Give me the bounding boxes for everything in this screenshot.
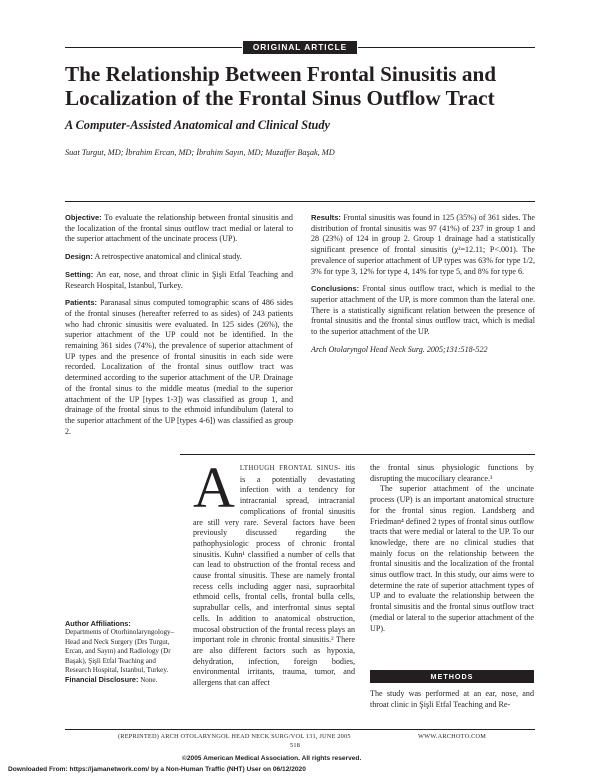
body-column-1 — [193, 455, 355, 689]
download-notice: Downloaded From: https://jamanetwork.com/ by a Non-Human Traffic (NHT) User on 06/12/2020 — [8, 766, 306, 773]
abstract-objective — [65, 213, 293, 245]
abstract-top-rule — [65, 201, 535, 202]
abstract-conclusions — [311, 284, 535, 338]
header-rule-right — [358, 47, 535, 48]
conclusions-label: Conclusions: — [311, 284, 360, 294]
col2-paragraph-1: the frontal sinus physiologic functions by disrupting the mucociliary clearance.³ — [370, 463, 534, 483]
col2-paragraph-2: The superior attachment of the uncinate process (UP) is an important anatomical structure for the frontal sinus region. Landsberg and Friedman⁴ defined 2 types of frontal sinus outflow tracts that were medial or lateral to the UP. To our knowledge, there are no clinical studies that mainly focus on the relationship between the frontal sinusitis and the localization of the frontal sinus outflow tract. In this study, our aims were to determine the rate of superior attachment types of UP and to evaluate the relationship between the frontal sinusitis and the frontal sinus outflow tract (medial or lateral to the superior attachment of the UP). — [370, 484, 534, 633]
objective-text: To evaluate the relationship between frontal sinusitis and the localization of the frontal sinus outflow tract medial or lateral to the superior attachment of the uncinate process (UP). — [65, 213, 293, 244]
design-label: Design: — [65, 252, 93, 262]
methods-heading: METHODS — [370, 670, 534, 683]
copyright-notice: ©2005 American Medical Association. All rights reserved. — [182, 755, 362, 762]
methods-text: The study was performed at an ear, nose, and throat clinic in Şişli Etfal Teaching and Re- — [370, 689, 534, 709]
article-title: The Relationship Between Frontal Sinusitis and Localization of the Frontal Sinus Outflow Tract — [65, 62, 497, 110]
design-text: A retrospective anatomical and clinical study. — [94, 252, 242, 262]
page-number: 518 — [290, 742, 301, 749]
setting-label: Setting: — [65, 269, 94, 279]
abstract-left-column — [65, 213, 293, 444]
abstract-right-column — [311, 213, 535, 362]
results-label: Results: — [311, 213, 341, 222]
abstract-design — [65, 252, 293, 263]
financial-disclosure — [65, 675, 177, 685]
abstract-patients — [65, 298, 293, 437]
results-text: Frontal sinusitis was found in 125 (35%) of 361 sides. The distribution of frontal sinusitis was 97 (41%) of 237 in group 1 and 28 (23%) of 124 in group 2. Group 1 drainage had a statistically significant presence of frontal sinusitis (χ²=12.11; P<.001). The prevalence of superior attachment of UP types was 63% for type 1/2, 3% for type 3, 12% for type 4, 14% for type 5, and 8% for type 6. — [311, 213, 535, 276]
disclosure-label: Financial Disclosure: — [65, 675, 139, 685]
author-list: Suat Turgut, MD; İbrahim Ercan, MD; İbrahim Sayın, MD; Muzaffer Başak, MD — [65, 148, 335, 157]
setting-text: An ear, nose, and throat clinic in Şişli Etfal Teaching and Research Hospital, Istanbul, Turkey. — [65, 269, 293, 290]
disclosure-text: None. — [140, 676, 158, 685]
patients-text: Paranasal sinus computed tomographic scans of 486 sides of the frontal sinuses (hereafter referred to as sides) of 243 patients who had chronic sinusitis were evaluated. In 125 sides (26%), the superior attachment of the UP could not be identified. In the remaining 361 sides (74%), the prevalence of superior attachment of UP types and the presence of frontal sinusitis in each side were recorded. Localization of the frontal sinus outflow tract was determined according to the superior attachment of the UP. Drainage of the frontal sinus to the middle meatus (medial to the superior attachment of the UP [types 1-3]) was classified as group 1, and drainage of the frontal sinus to the ethmoid infundibulum (lateral to the superior attachment of the UP [types 4-6]) was classified as group 2. — [65, 298, 293, 436]
intro-paragraph — [193, 455, 355, 689]
affiliations-heading: Author Affiliations: — [65, 619, 131, 628]
lead-in: LTHOUGH FRONTAL SINUS- — [239, 465, 341, 472]
abstract-citation: Arch Otolaryngol Head Neck Surg. 2005;131:518-522 — [311, 344, 488, 354]
drop-cap: A — [193, 455, 235, 520]
section-badge: ORIGINAL ARTICLE — [243, 41, 357, 54]
intro-text: itis is a potentially devastating infection with a tendency for intracranial spread, intracranial complications of frontal sinusitis are still very rare. Several factors have been previously discussed regarding the pathophysiologic process of chronic frontal sinusitis. Kuhn¹ classified a number of cells that can lead to obstruction of the frontal recess and cause frontal sinusitis. These are namely frontal recess cells including agger nasi, supraorbital ethmoid cells, frontal cells, frontal bulla cells, suprabullar cells, and interfrontal sinus septal cells. In addition to anatomical obstruction, mucosal obstruction of the frontal recess plays an important role in chronic frontal sinusitis.² There are also different factors such as hypoxia, dehydration, infection, foreign bodies, environmental irritants, trauma, tumor, and allergens that can affect — [193, 463, 355, 688]
abstract-results — [311, 213, 535, 277]
conclusions-text: Frontal sinus outflow tract, which is medial to the superior attachment of the UP, is more common than the lateral one. There is a statistically significant relation between the presence of frontal sinusitis and the frontal sinus outflow tract, which is medial to the superior attachment of the UP. — [311, 284, 535, 337]
header-rule-left — [65, 47, 242, 48]
patients-label: Patients: — [65, 298, 98, 308]
footer-journal-line: (REPRINTED) ARCH OTOLARYNGOL HEAD NECK SURG/VOL 131, JUNE 2005 — [118, 733, 351, 740]
abstract-setting — [65, 270, 293, 291]
article-subtitle: A Computer-Assisted Anatomical and Clinical Study — [65, 118, 331, 132]
affiliations-text: Departments of Otorhinolaryngology–Head and Neck Surgery (Drs Turgut, Ercan, and Sayın) and Radiology (Dr Başak), Şişli Etfal Teaching and Research Hospital, Istanbul, Turkey. — [65, 628, 175, 675]
body-column-2 — [370, 463, 534, 634]
author-affiliations — [65, 619, 177, 686]
footer-rule — [65, 729, 535, 730]
footer-website: WWW.ARCHOTO.COM — [418, 733, 487, 740]
objective-label: Objective: — [65, 213, 102, 222]
